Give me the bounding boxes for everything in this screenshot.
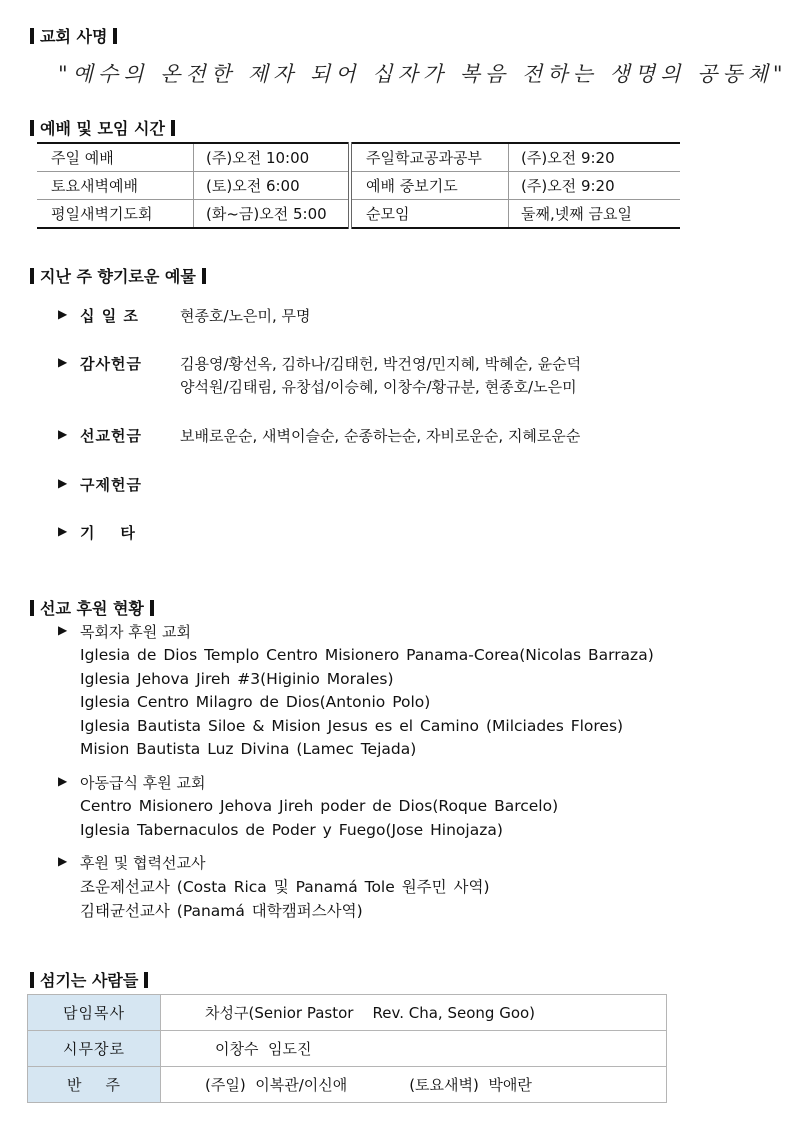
triangle-bullet-icon: ▶ [58, 524, 68, 538]
triangle-bullet-icon: ▶ [58, 774, 68, 788]
mission-section-title [30, 24, 117, 47]
offering-thanksgiving [58, 353, 581, 399]
triangle-bullet-icon: ▶ [58, 476, 68, 490]
schedule-section-title [30, 116, 175, 139]
mission-group-list [80, 644, 654, 762]
meeting-name: 순모임 [350, 200, 509, 229]
role-label: 담임목사 [28, 995, 161, 1031]
list-item: Iglesia Bautista Siloe & Mision Jesus es el Camino (Milciades Flores) [80, 716, 624, 735]
offerings-section-title [30, 264, 206, 287]
church-motto: "예수의 온전한 제자 되어 십자가 복음 전하는 생명의 공동체" [58, 62, 788, 86]
mission-group-list [80, 876, 490, 923]
offering-label: 십 일 조 [80, 307, 139, 325]
service-hour: 오전 6:00 [232, 177, 300, 195]
offering-label: 기 타 [80, 524, 136, 542]
list-item: Centro Misionero Jehova Jireh poder de Dios(Roque Barcelo) [80, 797, 559, 815]
servant-row [28, 1031, 667, 1067]
service-day: (화~금) [206, 205, 260, 223]
service-time [194, 200, 351, 229]
triangle-bullet-icon: ▶ [58, 355, 68, 369]
servants-table [27, 994, 667, 1103]
missions-title: 선교 후원 현황 [40, 599, 144, 618]
mission-group-heading [58, 852, 205, 873]
title-bar-left [30, 28, 34, 44]
schedule-row [37, 172, 680, 200]
triangle-bullet-icon: ▶ [58, 307, 68, 321]
servants-title: 섬기는 사람들 [40, 971, 139, 990]
group-heading-text: 후원 및 협력선교사 [80, 854, 206, 872]
title-bar-left [30, 600, 34, 616]
schedule-title: 예배 및 모임 시간 [40, 119, 165, 138]
meeting-time: (주)오전 9:20 [509, 172, 681, 200]
list-item: Iglesia Tabernaculos de Poder y Fuego(Jose Hinojaza) [80, 820, 503, 839]
meeting-name: 주일학교공과공부 [350, 143, 509, 172]
role-label: 반 주 [28, 1067, 161, 1103]
offering-label: 구제헌금 [80, 476, 142, 494]
servant-row [28, 1067, 667, 1103]
offering-mission [58, 425, 580, 448]
offering-relief [58, 474, 180, 495]
triangle-bullet-icon: ▶ [58, 427, 68, 441]
role-label: 시무장로 [28, 1031, 161, 1067]
servants-section-title [30, 968, 148, 991]
servant-row [28, 995, 667, 1031]
offering-tithe [58, 305, 311, 328]
schedule-row [37, 200, 680, 229]
service-day: (주) [206, 149, 233, 167]
title-bar-right [113, 28, 117, 44]
title-bar-right [144, 972, 148, 988]
triangle-bullet-icon: ▶ [58, 854, 68, 868]
meeting-name: 예배 중보기도 [350, 172, 509, 200]
service-time [194, 143, 351, 172]
missions-section-title [30, 596, 154, 619]
title-bar-left [30, 972, 34, 988]
offering-names [180, 305, 311, 328]
offering-line: 보배로운순, 새벽이슬순, 순종하는순, 자비로운순, 지혜로운순 [180, 427, 581, 445]
group-heading-text: 목회자 후원 교회 [80, 623, 191, 641]
worship-schedule-table [37, 142, 680, 229]
role-value: 이창수 임도진 [161, 1031, 667, 1067]
offering-line: 현종호/노은미, 무명 [180, 307, 311, 325]
title-bar-right [202, 268, 206, 284]
title-bar-left [30, 268, 34, 284]
mission-group-heading [58, 772, 205, 793]
list-item: Iglesia de Dios Templo Centro Misionero Panama-Corea(Nicolas Barraza) [80, 646, 654, 664]
list-item: 김태균선교사 (Panamá 대학캠퍼스사역) [80, 901, 363, 920]
mission-group-heading [58, 621, 191, 642]
offering-names [180, 353, 581, 399]
title-bar-right [150, 600, 154, 616]
offering-names [180, 425, 580, 448]
offerings-title: 지난 주 향기로운 예물 [40, 267, 196, 286]
service-name: 주일 예배 [37, 143, 194, 172]
list-item: Iglesia Jehova Jireh #3(Higinio Morales) [80, 669, 394, 688]
offering-line: 김용영/황선옥, 김하나/김태헌, 박건영/민지혜, 박혜순, 윤순덕 [180, 355, 582, 373]
offering-other [58, 522, 180, 543]
service-name: 토요새벽예배 [37, 172, 194, 200]
offering-label: 선교헌금 [80, 427, 142, 445]
list-item: Iglesia Centro Milagro de Dios(Antonio Polo) [80, 693, 431, 711]
meeting-time: 둘째,넷째 금요일 [521, 205, 632, 223]
service-time [194, 172, 351, 200]
title-bar-right [171, 120, 175, 136]
offering-label: 감사헌금 [80, 355, 142, 373]
meeting-time: (주)오전 9:20 [509, 143, 681, 172]
service-hour: 오전 10:00 [232, 149, 310, 167]
service-day: (토) [206, 177, 233, 195]
list-item: 조운제선교사 (Costa Rica 및 Panamá Tole 원주민 사역) [80, 878, 490, 896]
role-value: (주일) 이복관/이신애 (토요새벽) 박애란 [161, 1067, 667, 1103]
service-hour: 오전 5:00 [259, 205, 327, 223]
role-value: 차성구(Senior Pastor Rev. Cha, Seong Goo) [161, 995, 667, 1031]
schedule-row [37, 143, 680, 172]
group-heading-text: 아동급식 후원 교회 [80, 774, 206, 792]
list-item: Mision Bautista Luz Divina (Lamec Tejada) [80, 740, 417, 758]
mission-group-list [80, 795, 558, 842]
mission-title: 교회 사명 [40, 27, 108, 46]
offering-line: 양석원/김태림, 유창섭/이승혜, 이창수/황규분, 현종호/노은미 [180, 378, 577, 396]
title-bar-left [30, 120, 34, 136]
service-name: 평일새벽기도회 [37, 200, 194, 229]
triangle-bullet-icon: ▶ [58, 623, 68, 637]
